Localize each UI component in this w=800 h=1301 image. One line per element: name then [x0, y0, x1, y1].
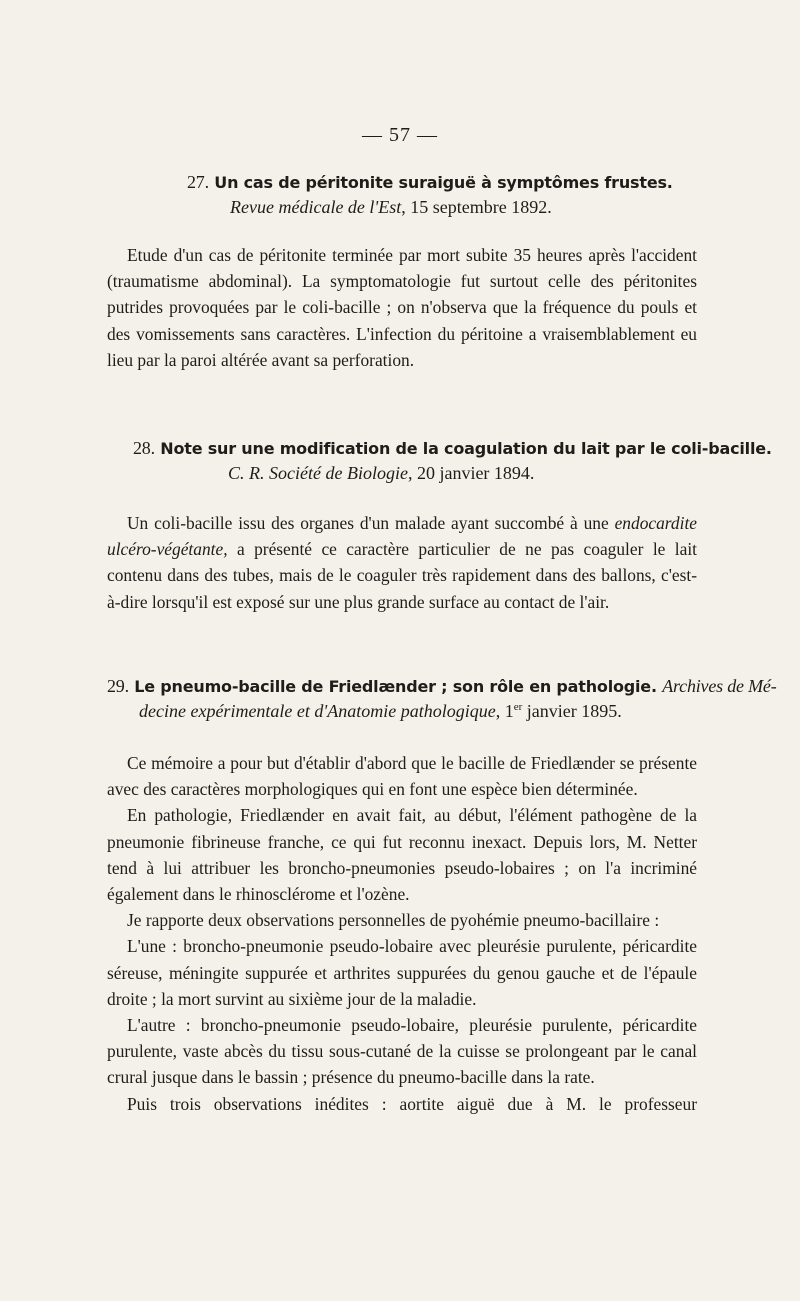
entry-29-paragraph-4: L'une : broncho-pneumonie pseudo-lobaire avec pleurésie purulente, péricardite séreuse, méningite suppurée et arthrites suppurées du genou gauche et de l'épaule droite ; la mort survint au sixième jour de la maladie. — [107, 936, 697, 1009]
entry-29-heading — [107, 674, 777, 699]
entry-28-body — [107, 510, 697, 615]
entry-27-heading — [107, 170, 697, 195]
entry-28-title: Note sur une modification de la coagulation du lait par le coli-bacille. — [160, 439, 772, 458]
entry-29-date-end: janvier 1895. — [522, 701, 622, 721]
entry-29-paragraph-2: En pathologie, Friedlænder en avait fait, au début, l'élément pathogène de la pneumonie fibrineuse franche, ce qui fut reconnu inexact. Depuis lors, M. Netter tend à lui attribuer les broncho-pneumonies pseudo-lobaires ; on l'a incriminé également dans le rhinosclérome et l'ozène. — [107, 805, 697, 905]
entry-28-body-start: Un coli-bacille issu des organes d'un malade ayant succombé à une — [127, 513, 615, 533]
entry-29-journal-part1: Archives de Mé- — [662, 676, 777, 696]
entry-27-source — [107, 195, 697, 219]
entry-29-paragraph-1: Ce mémoire a pour but d'établir d'abord que le bacille de Friedlænder se présente avec des caractères morphologiques qui en font une espèce bien déterminée. — [107, 753, 697, 800]
entry-28-body-end: a présenté ce caractère particulier de ne pas coaguler le lait contenu dans des tubes, mais de le coaguler très rapidement dans des ballons, c'est-à-dire lorsqu'il est exposé sur une plus grande surface au contact de l'air. — [107, 539, 697, 612]
entry-28-date: , 20 janvier 1894. — [407, 463, 535, 483]
entry-28-journal: C. R. Société de Biologie — [228, 463, 408, 483]
entry-28-source — [107, 461, 697, 485]
entry-28-body-italic: endocardite ulcéro-végétante, — [107, 513, 697, 560]
entry-27-journal: Revue médicale de l'Est — [230, 197, 402, 217]
entry-28 — [107, 436, 772, 615]
entry-29-paragraph-3: Je rapporte deux observations personnelles de pyohémie pneumo-bacillaire : — [127, 910, 660, 931]
entry-29-paragraph-6: Puis trois observations inédites : aortite aiguë due à M. le professeur — [127, 1093, 697, 1114]
entry-29-title: Le pneumo-bacille de Friedlænder ; son rôle en pathologie. — [134, 677, 657, 696]
entry-29-number: 29. — [107, 676, 129, 696]
entry-29-paragraph-5: L'autre : broncho-pneumonie pseudo-lobaire, pleurésie purulente, péricardite purulente, vaste abcès du tissu sous-cutané de la cuisse se prolongeant par le canal crural jusque dans le bassin ; présence du pneumo-bacille dans la rate. — [107, 1015, 697, 1088]
page-number: — 57 — — [362, 124, 438, 146]
entry-29-date-sup: er — [513, 701, 523, 713]
entry-27-title: Un cas de péritonite suraiguë à symptômes frustes. — [214, 173, 673, 192]
entry-28-number: 28. — [133, 438, 155, 458]
entry-28-heading — [107, 436, 772, 461]
entry-29-journal-part2: decine expérimentale et d'Anatomie pathologique — [139, 701, 496, 721]
entry-27-date: , 15 septembre 1892. — [401, 197, 552, 217]
entry-29 — [107, 674, 777, 1117]
entry-29-date-start: , 1 — [495, 701, 514, 721]
entry-27-body: Etude d'un cas de péritonite terminée par mort subite 35 heures après l'accident (traumatisme abdominal). La symptomatologie fut surtout celle des péritonites putrides provoquées par le coli-bacille ; on n'observa que la fréquence du pouls et des vomissements sans caractères. L'infection du péritoine a vraisemblablement eu lieu par la paroi altérée avant sa perforation. — [107, 245, 697, 370]
entry-29-source — [107, 699, 697, 723]
entry-27 — [107, 170, 697, 373]
entry-27-number: 27. — [187, 172, 209, 192]
